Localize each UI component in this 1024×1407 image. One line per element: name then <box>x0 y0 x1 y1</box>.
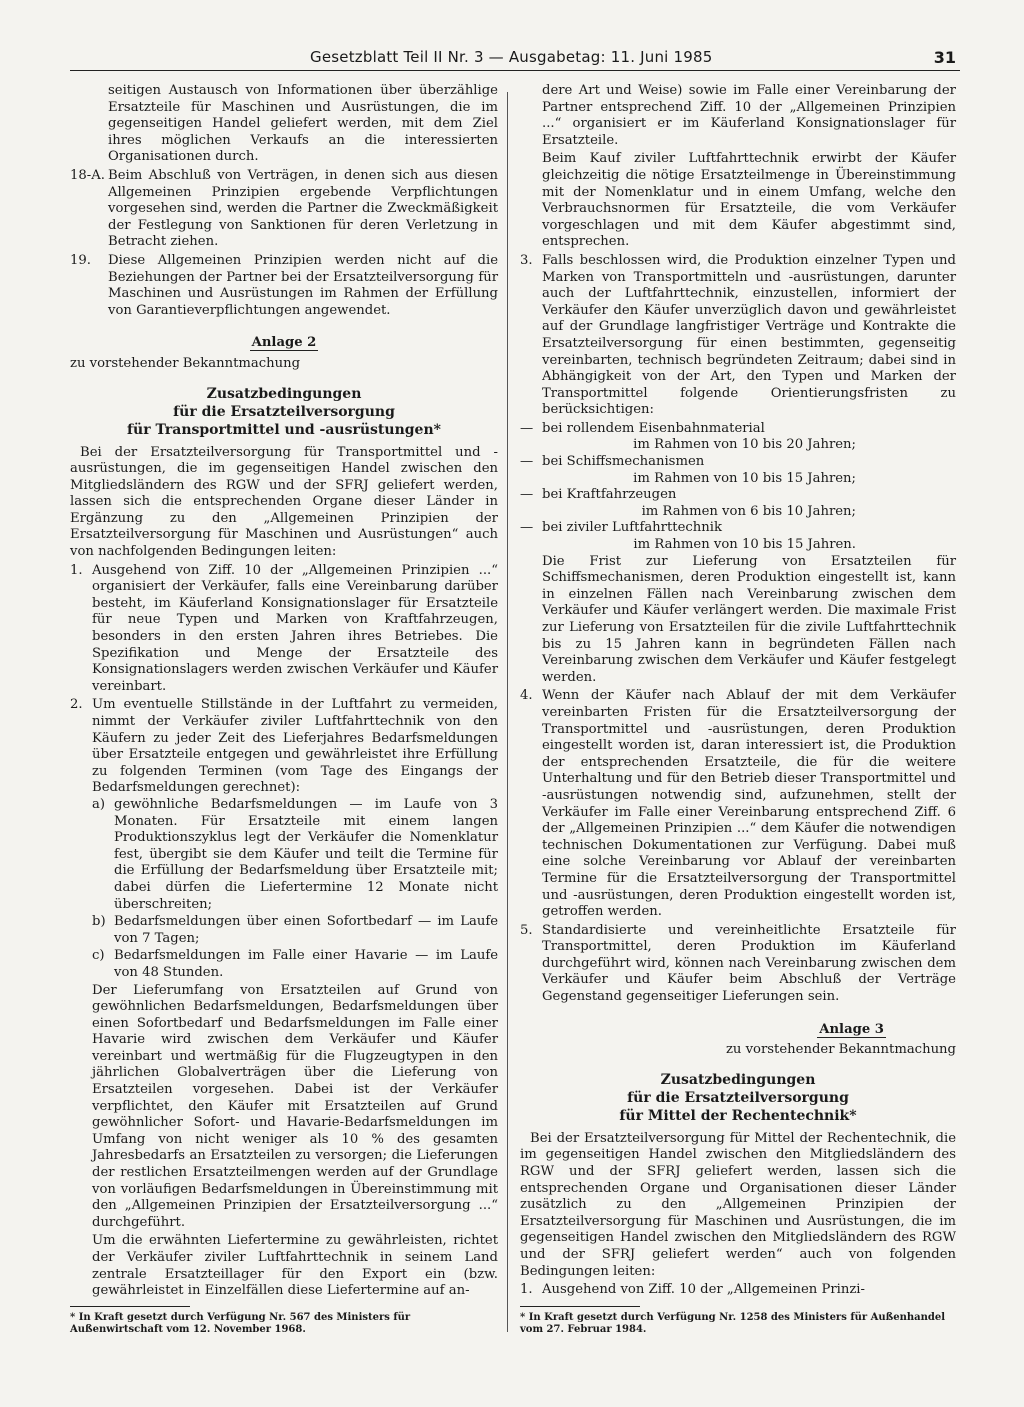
page-number: 31 <box>933 48 956 67</box>
sub-item-b: b) Bedarfsmeldungen über einen Sofortbedarf — im Laufe von 7 Tagen; <box>92 914 498 946</box>
sub-item-c: c) Bedarfsmeldungen im Falle einer Havarie — im Laufe von 48 Stunden. <box>92 948 498 980</box>
list-item-19 <box>70 253 498 319</box>
sub-item-a: a) gewöhnliche Bedarfsmeldungen — im Laufe von 3 Monaten. Für Ersatzteile mit einem langen Produktionszyklus legt der Verkäufer die Nomenklatur fest, übergibt sie dem Käufer und teilt die Termine für die Erfüllung der Bedarfsmeldung über Ersatzteile mit; dabei dürfen die Liefertermine 12 Monate nicht überschreiten; <box>92 796 498 912</box>
annex-3-label: Anlage 3 <box>819 1021 884 1037</box>
annex-3-intro: Bei der Ersatzteilversorgung für Mittel der Rechentechnik, die im gegenseitigen Handel zwischen den Mitgliedsländern des RGW und der SFRJ geliefert werden, lassen sich die entsprechenden Organe und Organisationen dieser Länder zusätzlich zu den „Allgemeinen Prinzipien der Ersatzteilversorgung für Maschinen und Ausrüstungen, die im gegenseitigen Handel zwischen den Mitgliedsländern des RGW und der SFRJ geliefert werden“ auch von folgenden Bedingungen leiten: <box>520 1130 956 1279</box>
annex-3-heading: Zusatzbedingungen für die Ersatzteilversorgung für Mittel der Rechentechnik* <box>619 1071 857 1124</box>
range-aviation: im Rahmen von 10 bis 15 Jahren. <box>633 537 856 553</box>
footnote-left: * In Kraft gesetzt durch Verfügung Nr. 567 des Ministers für Außenwirtschaft vom 12. November 1968. <box>70 1312 411 1335</box>
footnote-rule <box>520 1306 640 1307</box>
dash-item-rail: — bei rollendem Eisenbahnmaterial <box>520 420 765 436</box>
range-rail: im Rahmen von 10 bis 20 Jahren; <box>633 437 856 453</box>
annex-3-reference: zu vorstehender Bekanntmachung <box>725 1042 956 1058</box>
footnote-right: * In Kraft gesetzt durch Verfügung Nr. 1258 des Ministers für Außenhandel vom 27. Februar 1984. <box>520 1312 946 1335</box>
item-number: 19. <box>70 252 91 268</box>
continued-paragraph: dere Art und Weise) sowie im Falle einer Vereinbarung der Partner entsprechend Ziff. 10 der „Allgemeinen Prinzipien ...“ organisiert er im Käuferland Konsignationslager für Ersatzteile. <box>542 83 956 148</box>
left-column <box>70 83 498 1304</box>
item-text: Diese Allgemeinen Prinzipien werden nicht auf die Beziehungen der Partner bei der Ersatzteilversorgung für Maschinen und Ausrüstungen im Rahmen der Erfüllung von Garantieverpflichtungen angewendet. <box>108 252 498 318</box>
item-number: 18-A. <box>70 167 105 183</box>
annex-2-item-4: 4. Wenn der Käufer nach Ablauf der mit dem Verkäufer vereinbarten Fristen für die Ersatzteilversorgung der Transportmittel und -ausrüstungen, deren Produktion eingestellt worden ist, daran interessiert ist, die Produktion der entsprechenden Ersatzteile, die für die weitere Unterhaltung und für den Betrieb dieser Transportmittel und -ausrüstungen notwendig sind, aufzunehmen, stellt der Verkäufer im Falle einer Vereinbarung entsprechend Ziff. 6 der „Allgemeinen Prinzipien ...“ dem Käufer die notwendigen technischen Dokumentationen zur Verfügung. Dabei muß eine solche Vereinbarung vor Ablauf der vereinbarten Termine für die Ersatzteilversorgung der Transportmittel und -ausrüstungen, deren Produktion eingestellt worden ist, getroffen werden. <box>520 688 956 920</box>
gazette-title: Gesetzblatt Teil II Nr. 3 — Ausgabetag: 11. Juni 1985 <box>310 48 713 66</box>
annex-2-item-2: 2. Um eventuelle Stillstände in der Luftfahrt zu vermeiden, nimmt der Verkäufer ziviler Luftfahrttechnik von den Käufern zu jeder Zeit des Lieferjahres Bedarfsmeldungen über Ersatzteile entgegen und gewährleistet ihre Erfüllung zu folgenden Terminen (vom Tage des Eingangs der Bedarfsmeldungen gerechnet): a) gewöhnliche Bedarfsmeldungen — im Laufe von 3 Monaten. Für Ersatzteile mit einem langen Produktionszyklus legt der Verkäufer die Nomenklatur fest, übergibt sie dem Käufer und teilt die Termine für die Erfüllung der Bedarfsmeldung über Ersatzteile mit; dabei dürfen die Liefertermine 12 Monate nicht überschreiten; b) Bedarfsmeldungen über einen Sofortbedarf — im Laufe von 7 Tagen; c) Bedarfsmeldungen im Falle einer Havarie — im Laufe von 48 Stunden. Der Lieferumfang von Ersatzteilen auf Grund von gewöhnlichen Bedarfsmeldungen, Bedarfsmeldungen über einen Sofortbedarf und Bedarfsmeldungen im Falle einer Havarie wird zwischen dem Verkäufer und Käufer vereinbart und wertmäßig für die Flugzeugtypen in den jährlichen Globalverträgen über die Lieferung von Ersatzteilen vorgesehen. Dabei ist der Verkäufer verpflichtet, den Käufer mit Ersatzteilen auf Grund gewöhnlicher Sofort- und Havarie-Bedarfsmeldungen im Umfang von nicht weniger als 10 % des gesamten Jahresbedarfs an Ersatzteilen zu versorgen; die Lieferungen der restlichen Ersatzteilmengen werden auf der Grundlage von vorläufigen Bedarfsmeldungen in Übereinstimmung mit den „Allgemeinen Prinzipien der Ersatzteilversorgung ...“ durchgeführt. Um die erwähnten Liefertermine zu gewährleisten, richtet der Verkäufer ziviler Luftfahrttechnik in seinem Land zentrale Ersatzteillager für den Export ein (bzw. gewährleistet in Einzelfällen diese Liefertermine auf an- <box>70 697 498 1299</box>
dash-item-ship: — bei Schiffsmechanismen <box>520 454 705 470</box>
range-ship: im Rahmen von 10 bis 15 Jahren; <box>633 470 856 486</box>
column-divider <box>507 92 508 1332</box>
annex-2-item-3: 3. Falls beschlossen wird, die Produktion einzelner Typen und Marken von Transportmitteln und -ausrüstungen, darunter auch der Luftfahrttechnik, einzustellen, informiert der Verkäufer den Käufer unverzüglich davon und gewährleistet auf der Grundlage langfristiger Verträge und Kontrakte die Ersatzteilversorgung für einen bestimmten, gegenseitig vereinbarten, technisch begründeten Zeitraum; dabei sind in Abhängigkeit von der Art, den Typen und Marken der Transportmittel folgende Orientierungsfristen zu berücksichtigen: <box>520 252 956 418</box>
dash-item-car: — bei Kraftfahrzeugen <box>520 487 677 503</box>
annex-2-heading: Zusatzbedingungen für die Ersatzteilversorgung für Transportmittel und -ausrüstungen* <box>127 385 441 438</box>
continued-paragraph: seitigen Austausch von Informationen über überzählige Ersatzteile für Maschinen und Ausrüstungen, die im gegenseitigen Handel geliefert werden, mit dem Ziel ihres möglichen Verkaufs an die interessierten Organisationen durch. <box>108 83 498 165</box>
list-item-18a <box>70 168 498 251</box>
annex-2-intro: Bei der Ersatzteilversorgung für Transportmittel und -ausrüstungen, die im gegenseitigen Handel zwischen den Mitgliedsländern des RGW und der SFRJ geliefert werden, lassen sich die entsprechenden Organe dieser Länder in Ergänzung zu den „Allgemeinen Prinzipien der Ersatzteilversorgung für Maschinen und Ausrüstungen“ auch von nachfolgenden Bedingungen leiten: <box>70 444 498 560</box>
dash-item-aviation: — bei ziviler Luftfahrttechnik <box>520 520 722 536</box>
annex-2-label: Anlage 2 <box>251 335 317 351</box>
annex-3-item-1: 1. Ausgehend von Ziff. 10 der „Allgemeinen Prinzi- <box>520 1282 865 1298</box>
footnote-rule <box>70 1306 190 1307</box>
paragraph-kauf: Beim Kauf ziviler Luftfahrttechnik erwirbt der Käufer gleichzeitig die nötige Ersatzteilmenge in Übereinstimmung mit der Nomenklatur und in einem Umfang, welche den Verbrauchsnormen für Ersatzteile, die vom Verkäufer vorgeschlagen und mit dem Käufer abgestimmt sind, entsprechen. <box>542 151 956 250</box>
paragraph-lieferumfang: Der Lieferumfang von Ersatzteilen auf Grund von gewöhnlichen Bedarfsmeldungen, Bedarfsmeldungen über einen Sofortbedarf und Bedarfsmeldungen im Falle einer Havarie wird zwischen dem Verkäufer und Käufer vereinbart und wertmäßig für die Flugzeugtypen in den jährlichen Globalverträgen über die Lieferung von Ersatzteilen vorgesehen. Dabei ist der Verkäufer verpflichtet, den Käufer mit Ersatzteilen auf Grund gewöhnlicher Sofort- und Havarie-Bedarfsmeldungen im Umfang von nicht weniger als 10 % des gesamten Jahresbedarfs an Ersatzteilen zu versorgen; die Lieferungen der restlichen Ersatzteilmengen werden auf der Grundlage von vorläufigen Bedarfsmeldungen in Übereinstimmung mit den „Allgemeinen Prinzipien der Ersatzteilversorgung ...“ durchgeführt. <box>92 982 498 1230</box>
annex-2-item-1: 1. Ausgehend von Ziff. 10 der „Allgemeinen Prinzipien ...“ organisiert der Verkäufer, falls eine Vereinbarung darüber besteht, im Käuferland Konsignationslager für Ersatzteile für neue Typen und Marken von Kraftfahrzeugen, besonders in den ersten Jahren ihres Betriebes. Die Spezifikation und Menge der Ersatzteile des Konsignationslagers werden zwischen Verkäufer und Käufer vereinbart. <box>70 562 498 694</box>
range-car: im Rahmen von 6 bis 10 Jahren; <box>641 503 856 519</box>
paragraph-frist: Die Frist zur Lieferung von Ersatzteilen für Schiffsmechanismen, deren Produktion eingestellt ist, kann in einzelnen Fällen nach Vereinbarung zwischen dem Verkäufer und Käufer verlängert werden. Die maximale Frist zur Lieferung von Ersatzteilen für die zivile Luftfahrttechnik bis zu 15 Jahren kann in begründeten Fällen nach Vereinbarung zwischen dem Verkäufer und Käufer festgelegt werden. <box>542 553 956 685</box>
item-text: Beim Abschluß von Verträgen, in denen sich aus diesen Allgemeinen Prinzipien ergebende Verpflichtungen vorgesehen sind, werden die Partner die Zweckmäßigkeit der Festlegung von Sanktionen für deren Verletzung in Betracht ziehen. <box>108 167 498 250</box>
annex-2-reference: zu vorstehender Bekanntmachung <box>70 355 301 371</box>
paragraph-liefertermine: Um die erwähnten Liefertermine zu gewährleisten, richtet der Verkäufer ziviler Luftfahrttechnik in seinem Land zentrale Ersatzteillager für den Export ein (bzw. gewährleistet in Einzelfällen diese Liefertermine auf an- <box>92 1233 498 1299</box>
annex-2-item-5: 5. Standardisierte und vereinheitlichte Ersatzteile für Transportmittel, deren Produktion im Käuferland durchgeführt wird, können nach Vereinbarung zwischen dem Verkäufer und Käufer beim Abschluß der Verträge Gegenstand gegenseitiger Lieferungen sein. <box>520 922 956 1005</box>
page-header <box>70 48 960 71</box>
right-column <box>520 83 956 1301</box>
